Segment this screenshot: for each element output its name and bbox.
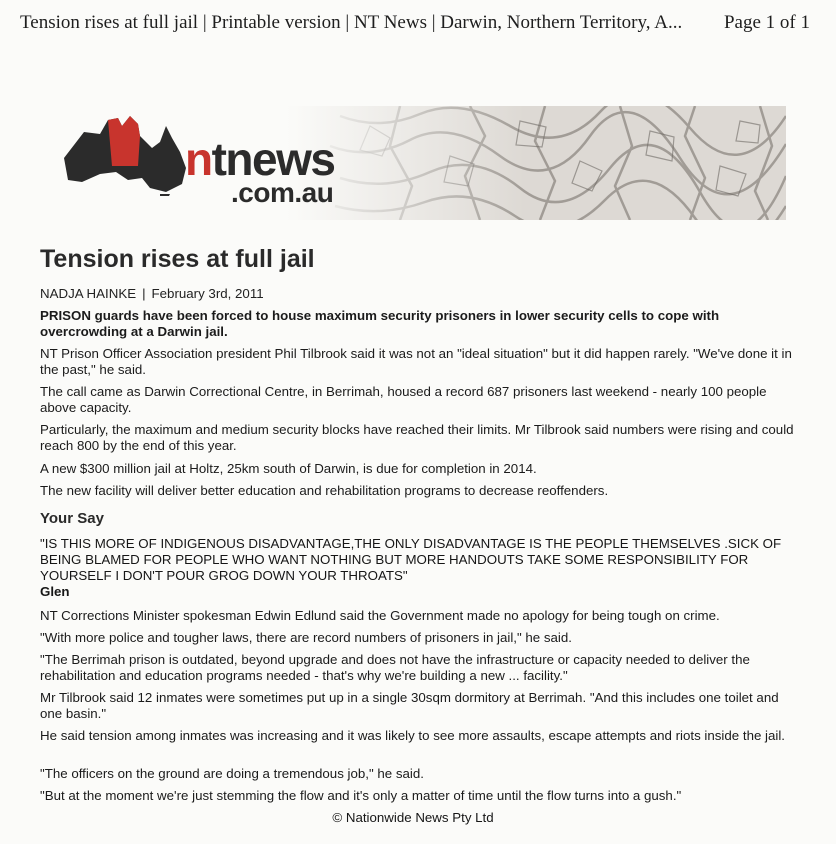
article-headline: Tension rises at full jail [40,245,315,273]
article-paragraph: Particularly, the maximum and medium security blocks have reached their limits. Mr Tilbrook said numbers were rising and could reach 800 by the end of this year. [40,422,794,453]
article-paragraph: Mr Tilbrook said 12 inmates were sometimes put up in a single 30sqm dormitory at Berrimah. "And this includes one toilet and one basin." [40,690,779,721]
masthead [40,106,786,220]
logo-rest: tnews [211,133,335,185]
your-say-heading: Your Say [40,510,104,527]
article-paragraph: He said tension among inmates was increasing and it was likely to see more assaults, escape attempts and riots inside the jail. [40,728,786,743]
logo-wordmark [185,133,335,185]
article-paragraph: NT Prison Officer Association president Phil Tilbrook said it was not an "ideal situation" but it did happen rarely. "We've done it in the past," he said. [40,346,792,377]
article-lede: PRISON guards have been forced to house maximum security prisoners in lower security cells to cope with overcrowding at a Darwin jail. [40,308,720,339]
comment-author: Glen [40,584,70,599]
publish-date: February 3rd, 2011 [151,286,264,301]
australia-map-icon [56,114,196,196]
article-paragraph: "With more police and tougher laws, there are record numbers of prisoners in jail," he said. [40,630,572,645]
article-paragraph: The new facility will deliver better education and rehabilitation programs to decrease reoffenders. [40,483,609,498]
article-paragraph: "But at the moment we're just stemming the flow and it's only a matter of time until the flow turns into a gush." [40,788,682,803]
author-name: NADJA HAINKE [40,286,137,301]
article-paragraph: NT Corrections Minister spokesman Edwin Edlund said the Government made no apology for being tough on crime. [40,608,720,623]
article-paragraph: A new $300 million jail at Holtz, 25km south of Darwin, is due for completion in 2014. [40,461,537,476]
logo-letter-n: n [185,133,212,185]
print-title: Tension rises at full jail | Printable version | NT News | Darwin, Northern Territory, A... [20,12,683,33]
article-paragraph: The call came as Darwin Correctional Centre, in Berrimah, housed a record 687 prisoners last weekend - nearly 100 people above capacity. [40,384,767,415]
page-indicator: Page 1 of 1 [723,12,810,33]
article-paragraph: "The Berrimah prison is outdated, beyond upgrade and does not have the infrastructure or capacity needed to deliver the rehabilitation and education programs needed - that's why we're building a new ... facility." [40,652,750,683]
article-paragraph: "The officers on the ground are doing a tremendous job," he said. [40,766,424,781]
reader-comment: "IS THIS MORE OF INDIGENOUS DISADVANTAGE,THE ONLY DISADVANTAGE IS THE PEOPLE THEMSELVES .SICK OF BEING BLAMED FOR PEOPLE WHO WANT NOTHING BUT MORE HANDOUTS TAKE SOME RESPONSIBILITY FOR YOURSELF I DON'T POUR GROG DOWN YOUR THROATS" [40,536,782,583]
byline [40,286,264,301]
byline-separator: | [142,286,146,301]
logo-domain: .com.au [231,177,334,208]
copyright-notice: © Nationwide News Pty Ltd [332,810,494,825]
